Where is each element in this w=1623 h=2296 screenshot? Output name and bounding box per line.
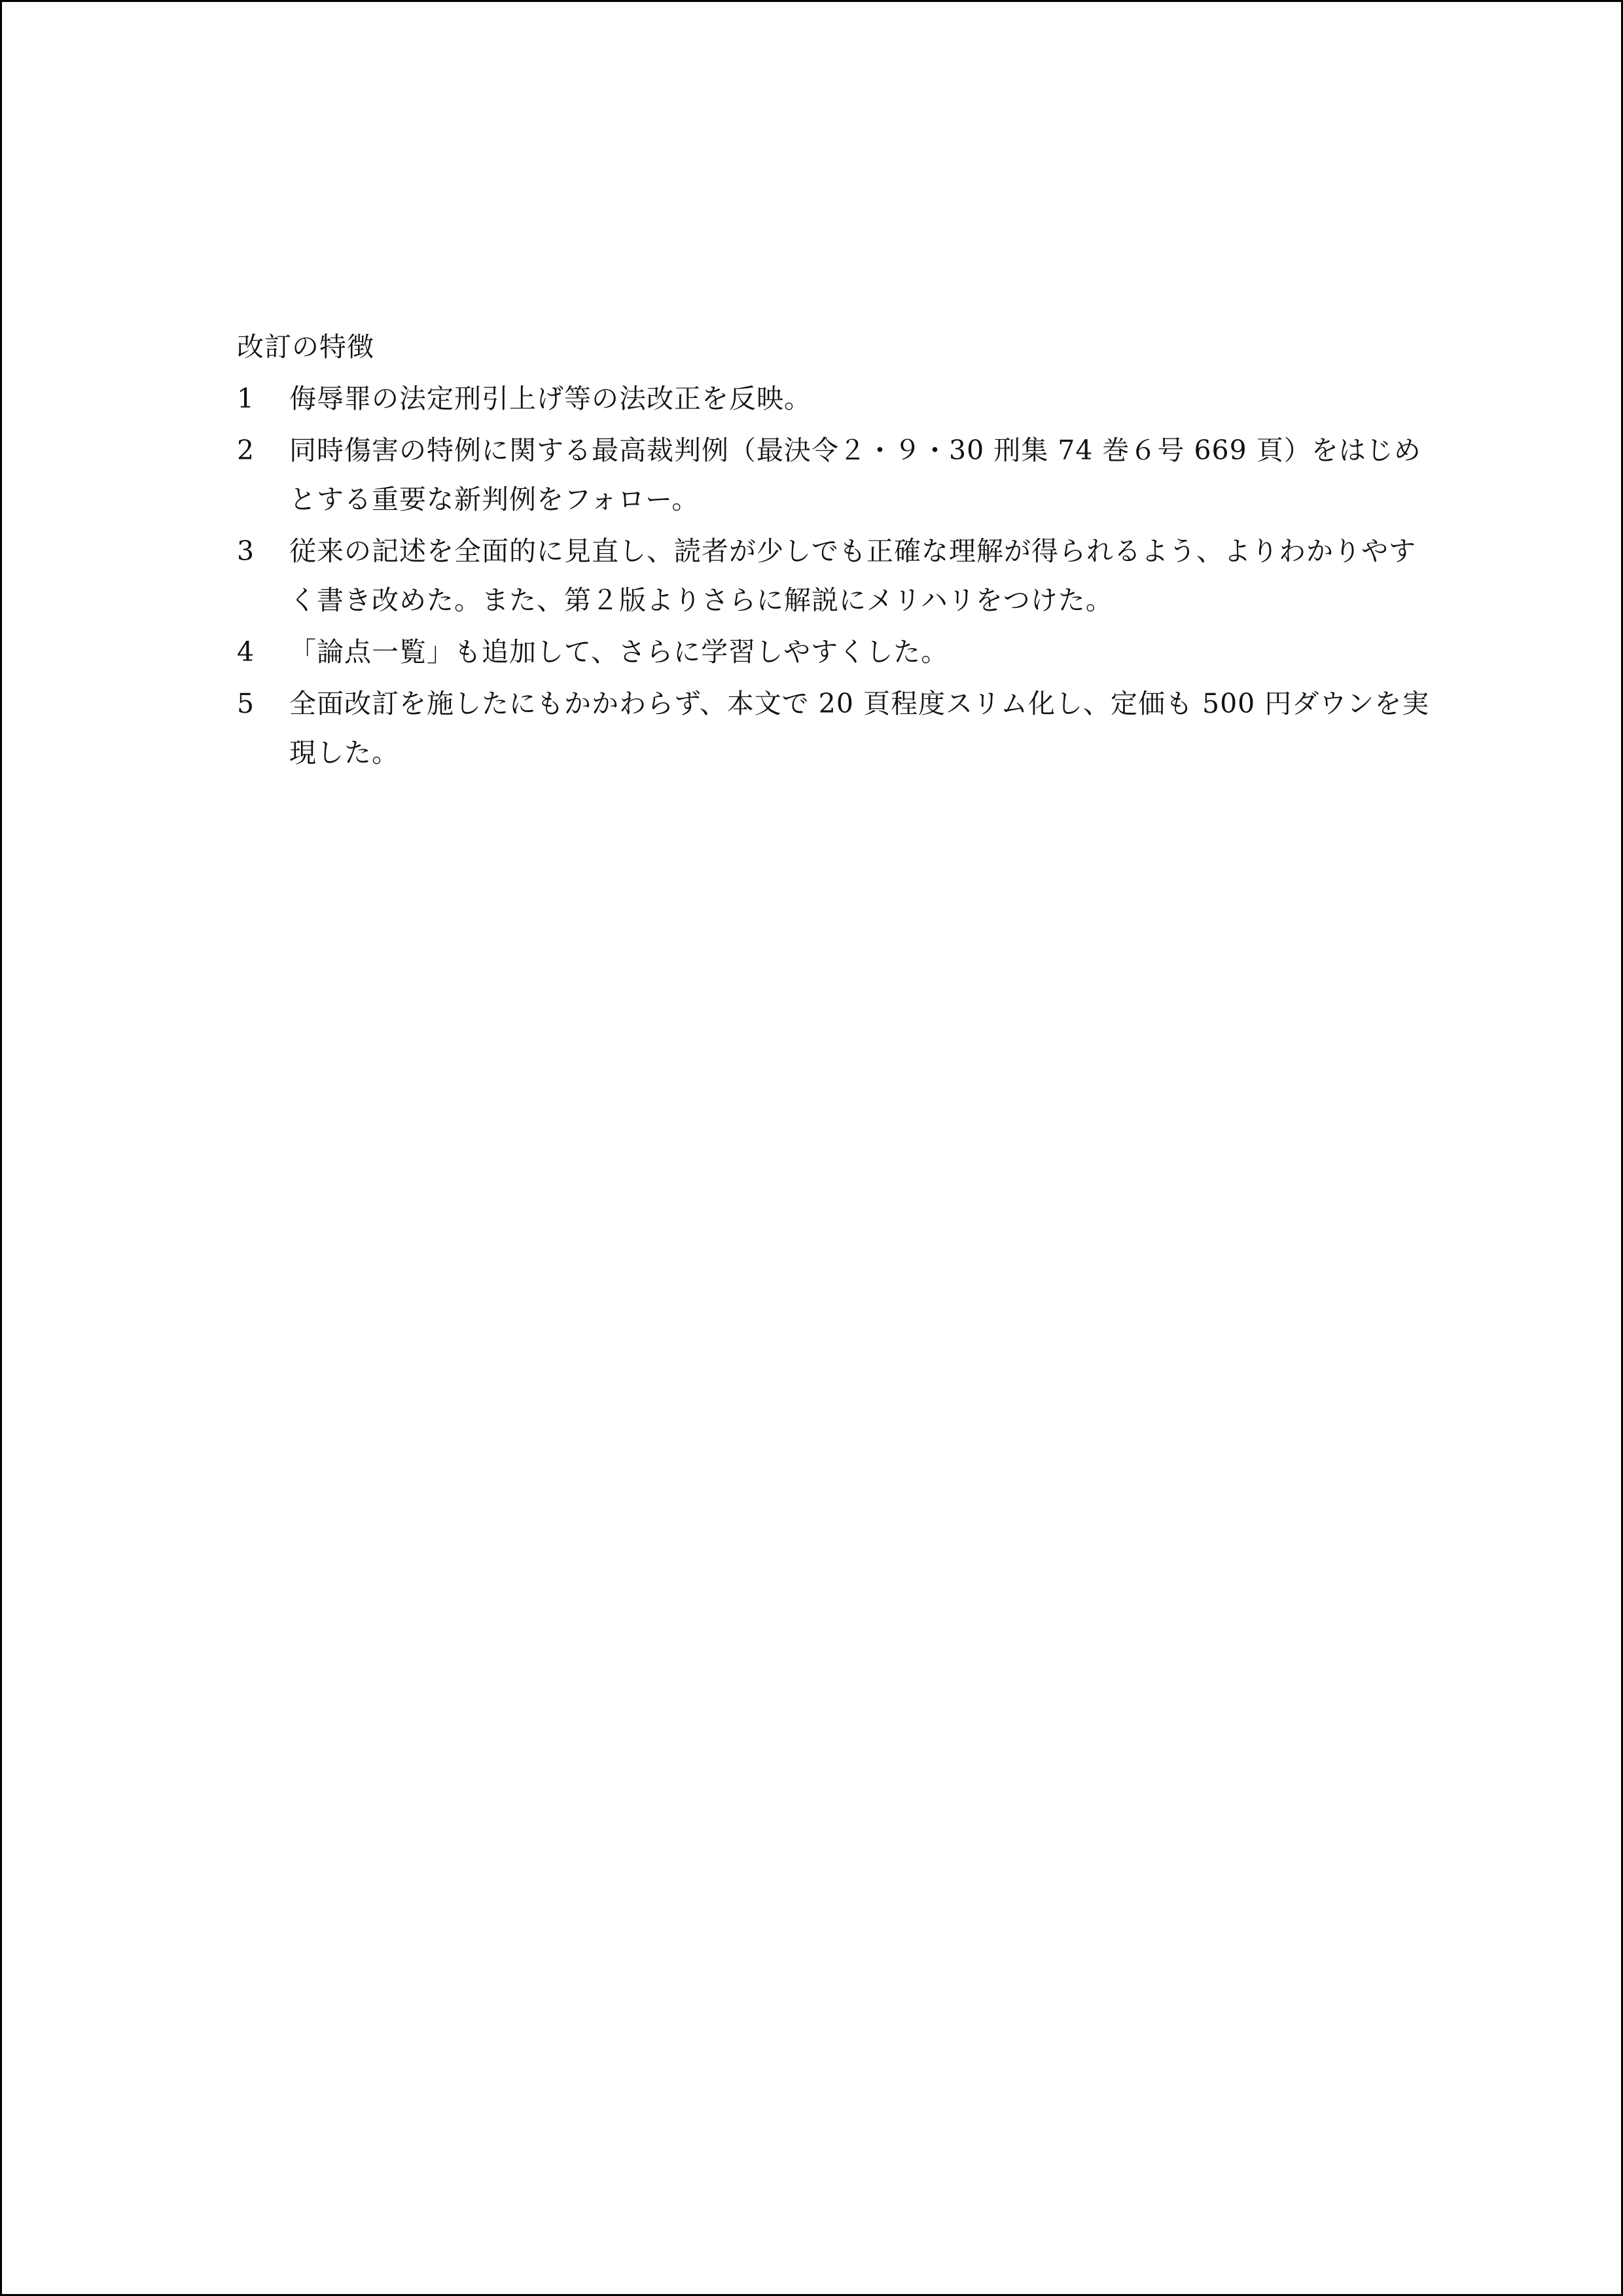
item-text: 全面改訂を施したにもかかわらず、本文で 20 頁程度スリム化し、定価も 500 円ダウンを実現した。 <box>289 688 1430 768</box>
item-number: 1 <box>237 383 255 414</box>
list-item <box>237 374 1435 423</box>
item-text: 侮辱罪の法定刑引上げ等の法改正を反映。 <box>289 383 812 414</box>
document-body <box>237 323 1435 780</box>
feature-list <box>237 374 1435 778</box>
list-item <box>237 679 1435 778</box>
list-item <box>237 527 1435 625</box>
item-text: 同時傷害の特例に関する最高裁判例（最決令２・９・30 刑集 74 巻６号 669 頁）をはじめとする重要な新判例をフォロー。 <box>289 435 1421 515</box>
item-text: 「論点一覧」も追加して、さらに学習しやすくした。 <box>289 636 949 668</box>
item-number: 4 <box>237 636 255 668</box>
item-number: 5 <box>237 688 255 719</box>
list-item <box>237 426 1435 524</box>
item-number: 3 <box>237 535 255 567</box>
list-item <box>237 628 1435 677</box>
section-heading: 改訂の特徴 <box>237 331 374 363</box>
item-number: 2 <box>237 435 255 466</box>
item-text: 従来の記述を全面的に見直し、読者が少しでも正確な理解が得られるよう、よりわかりやすく書き改めた。また、第２版よりさらに解説にメリハリをつけた。 <box>289 535 1416 616</box>
